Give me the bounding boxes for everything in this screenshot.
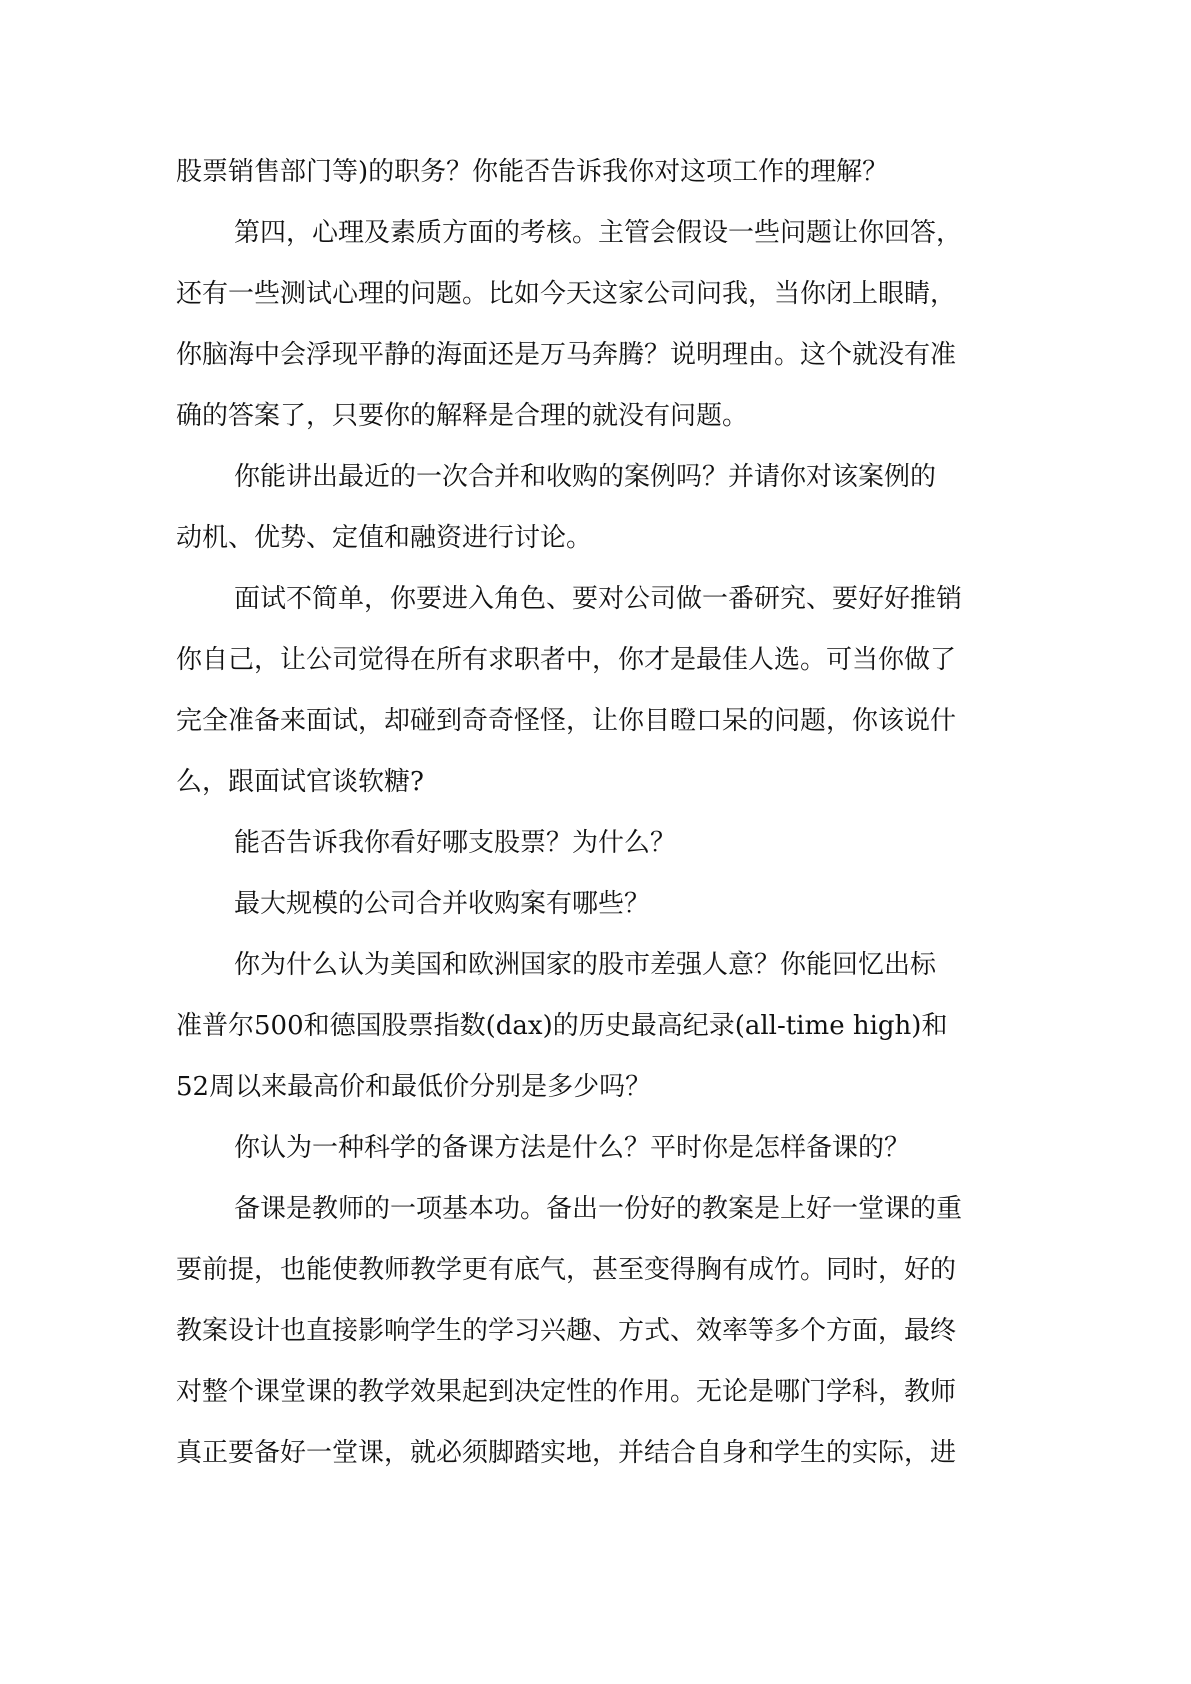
text-line: 要前提，也能使教师教学更有底气，甚至变得胸有成竹。同时，好的	[176, 1255, 957, 1285]
text-line: 动机、优势、定值和融资进行讨论。	[176, 523, 593, 553]
paragraph-start-line: 你能讲出最近的一次合并和收购的案例吗？并请你对该案例的	[234, 462, 937, 492]
paragraph-start-line: 第四，心理及素质方面的考核。主管会假设一些问题让你回答，	[234, 218, 963, 248]
text-line: 完全准备来面试，却碰到奇奇怪怪，让你目瞪口呆的问题，你该说什	[176, 706, 957, 736]
text-line: 还有一些测试心理的问题。比如今天这家公司问我，当你闭上眼睛，	[176, 279, 957, 309]
text-line: 教案设计也直接影响学生的学习兴趣、方式、效率等多个方面，最终	[176, 1316, 957, 1346]
paragraph-start-line: 面试不简单，你要进入角色、要对公司做一番研究、要好好推销	[234, 584, 963, 614]
paragraph-start-line: 能否告诉我你看好哪支股票？为什么？	[234, 828, 677, 858]
paragraph-start-line: 你认为一种科学的备课方法是什么？平时你是怎样备课的？	[234, 1133, 911, 1163]
text-line: 股票销售部门等)的职务？你能否告诉我你对这项工作的理解？	[176, 157, 889, 187]
paragraph-start-line: 最大规模的公司合并收购案有哪些？	[234, 889, 651, 919]
paragraph-start-line: 你为什么认为美国和欧洲国家的股市差强人意？你能回忆出标	[234, 950, 937, 980]
text-line: 准普尔500和德国股票指数(dax)的历史最高纪录(all-time high)和	[176, 1011, 948, 1041]
text-line: 真正要备好一堂课，就必须脚踏实地，并结合自身和学生的实际，进	[176, 1438, 957, 1468]
text-line: 么，跟面试官谈软糖?	[176, 767, 424, 797]
paragraph-start-line: 备课是教师的一项基本功。备出一份好的教案是上好一堂课的重	[234, 1194, 963, 1224]
text-line: 对整个课堂课的教学效果起到决定性的作用。无论是哪门学科，教师	[176, 1377, 957, 1407]
text-line: 你自己，让公司觉得在所有求职者中，你才是最佳人选。可当你做了	[176, 645, 957, 675]
text-line: 确的答案了，只要你的解释是合理的就没有问题。	[176, 401, 749, 431]
text-line: 52周以来最高价和最低价分别是多少吗？	[176, 1072, 652, 1102]
document-body	[176, 142, 1016, 1484]
text-line: 你脑海中会浮现平静的海面还是万马奔腾？说明理由。这个就没有准	[176, 340, 957, 370]
